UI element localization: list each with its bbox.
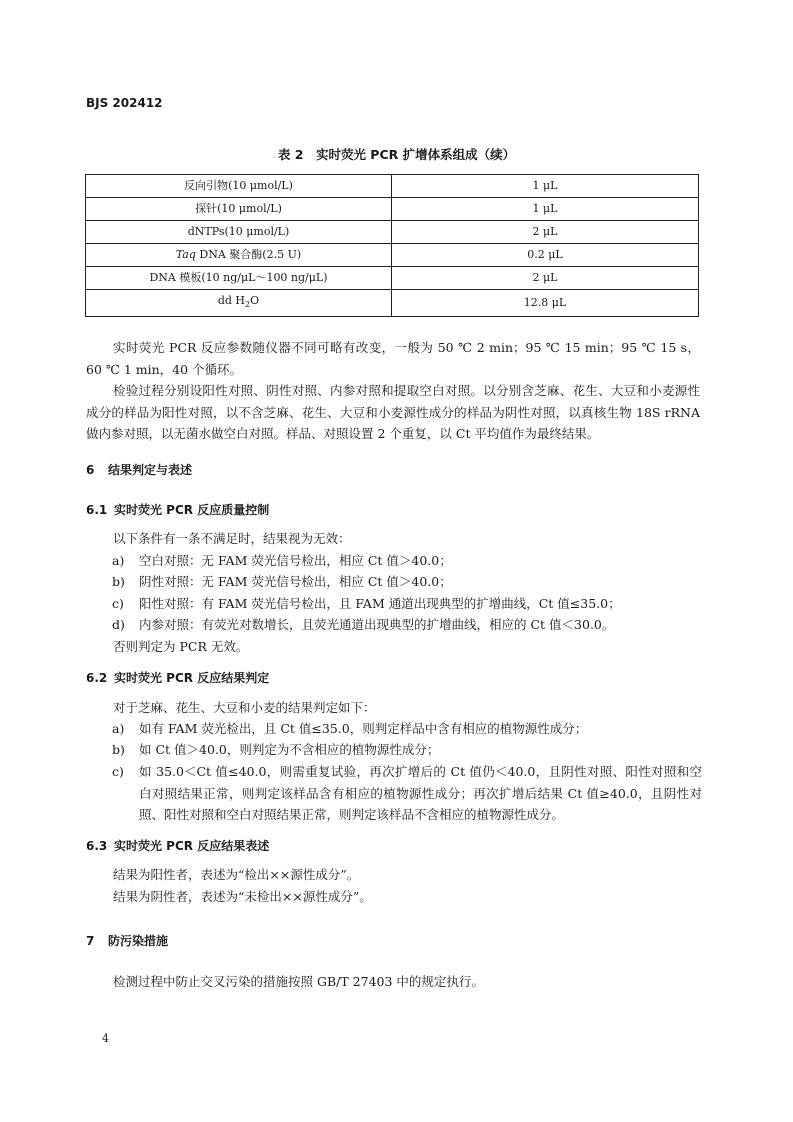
section-6-heading [86, 462, 192, 478]
section-7-heading [86, 933, 168, 949]
validity-outro: 否则判定为 PCR 无效。 [113, 639, 249, 654]
volume-cell: 0.2 μL [392, 244, 699, 267]
component-cell: 探针(10 μmol/L) [86, 198, 392, 221]
table-row [86, 221, 699, 244]
list-text: 阳性对照：有 FAM 荧光信号检出，且 FAM 通道出现典型的扩增曲线，Ct 值≤35.0； [139, 596, 621, 611]
section-number: 6.1 [86, 503, 108, 517]
section-number: 6.2 [86, 671, 108, 685]
component-cell [86, 290, 392, 317]
component-cell: 反向引物(10 μmol/L) [86, 175, 392, 198]
volume-cell: 12.8 μL [392, 290, 699, 317]
section-6-3-heading [86, 838, 269, 854]
section-6-1-heading [86, 502, 269, 518]
list-marker: d) [112, 617, 125, 632]
contamination-text: 检测过程中防止交叉污染的措施按照 GB/T 27403 中的规定执行。 [113, 974, 484, 989]
section-6-2-heading [86, 670, 269, 686]
table-row [86, 244, 699, 267]
section-title: 实时荧光 PCR 反应质量控制 [114, 503, 270, 517]
list-text: 如有 FAM 荧光检出，且 Ct 值≤35.0，则判定样品中含有相应的植物源性成分； [139, 721, 588, 736]
list-text: 空白对照：无 FAM 荧光信号检出，相应 Ct 值＞40.0； [139, 553, 452, 568]
list-item [112, 550, 702, 572]
negative-statement: 结果为阴性者，表述为“未检出××源性成分”。 [113, 889, 372, 904]
judgement-intro: 对于芝麻、花生、大豆和小麦的结果判定如下： [113, 700, 376, 715]
table-row [86, 267, 699, 290]
water-post: O [250, 294, 260, 307]
list-marker: c) [112, 764, 124, 779]
section-number: 6 [86, 463, 95, 477]
component-cell [86, 244, 392, 267]
pcr-system-table [85, 174, 699, 317]
section-title: 实时荧光 PCR 反应结果判定 [114, 671, 270, 685]
table-row [86, 198, 699, 221]
volume-cell: 1 μL [392, 175, 699, 198]
list-text: 如 Ct 值＞40.0，则判定为不含相应的植物源性成分； [139, 742, 440, 757]
positive-statement: 结果为阳性者，表述为“检出××源性成分”。 [113, 867, 360, 882]
section-title: 防污染措施 [108, 934, 169, 948]
volume-cell: 1 μL [392, 198, 699, 221]
list-item [112, 571, 702, 593]
component-cell: dNTPs(10 μmol/L) [86, 221, 392, 244]
taq-italic: Taq [175, 248, 196, 261]
list-marker: a) [112, 721, 125, 736]
volume-cell: 2 μL [392, 267, 699, 290]
controls-paragraph: 检验过程分别设阳性对照、阴性对照、内参对照和提取空白对照。以分别含芝麻、花生、大豆和小麦源性成分的样品为阳性对照，以不含芝麻、花生、大豆和小麦源性成分的样品为阴性对照，以真核生物 18S rRNA 做内参对照，以无菌水做空白对照。样品、对照设置 2 个重复，以 Ct 平均值作为最终结果。 [86, 383, 700, 441]
volume-cell: 2 μL [392, 221, 699, 244]
list-item [112, 614, 702, 636]
document-code: BJS 202412 [86, 96, 163, 110]
section-number: 6.3 [86, 839, 108, 853]
list-item [112, 739, 702, 761]
list-item [112, 593, 702, 615]
section-number: 7 [86, 934, 95, 948]
list-marker: c) [112, 596, 124, 611]
page-number: 4 [102, 1032, 109, 1045]
list-marker: b) [112, 742, 125, 757]
water-sub: 2 [245, 300, 251, 310]
list-item [112, 761, 702, 826]
component-cell: DNA 模板(10 ng/μL～100 ng/μL) [86, 267, 392, 290]
pcr-parameters-paragraph: 实时荧光 PCR 反应参数随仪器不同可略有改变，一般为 50 ℃ 2 min；95 ℃ 15 min；95 ℃ 15 s，60 ℃ 1 min，40 个循环。 [86, 340, 700, 377]
list-text: 阴性对照：无 FAM 荧光信号检出，相应 Ct 值＞40.0； [139, 574, 452, 589]
table-row [86, 290, 699, 317]
list-marker: a) [112, 553, 125, 568]
water-pre: dd H [217, 294, 246, 307]
validity-intro: 以下条件有一条不满足时，结果视为无效： [113, 531, 351, 546]
list-marker: b) [112, 574, 125, 589]
list-text: 内参对照：有荧光对数增长，且荧光通道出现典型的扩增曲线，相应的 Ct 值＜30.0。 [139, 617, 615, 632]
list-text: 如 35.0＜Ct 值≤40.0，则需重复试验，再次扩增后的 Ct 值仍＜40.0，且阴性对照、阳性对照和空白对照结果正常，则判定该样品含有相应的植物源性成分；再次扩增后结果 Ct 值≥40.0，且阴性对照、阳性对照和空白对照结果正常，则判定该样品不含相应的植物源性成分。 [139, 764, 702, 822]
table-caption: 表 2 实时荧光 PCR 扩增体系组成（续） [277, 147, 516, 162]
section-title: 实时荧光 PCR 反应结果表述 [114, 839, 270, 853]
taq-rest: DNA 聚合酶(2.5 U) [195, 248, 302, 261]
list-item [112, 718, 702, 740]
section-title: 结果判定与表述 [108, 463, 193, 477]
table-row [86, 175, 699, 198]
